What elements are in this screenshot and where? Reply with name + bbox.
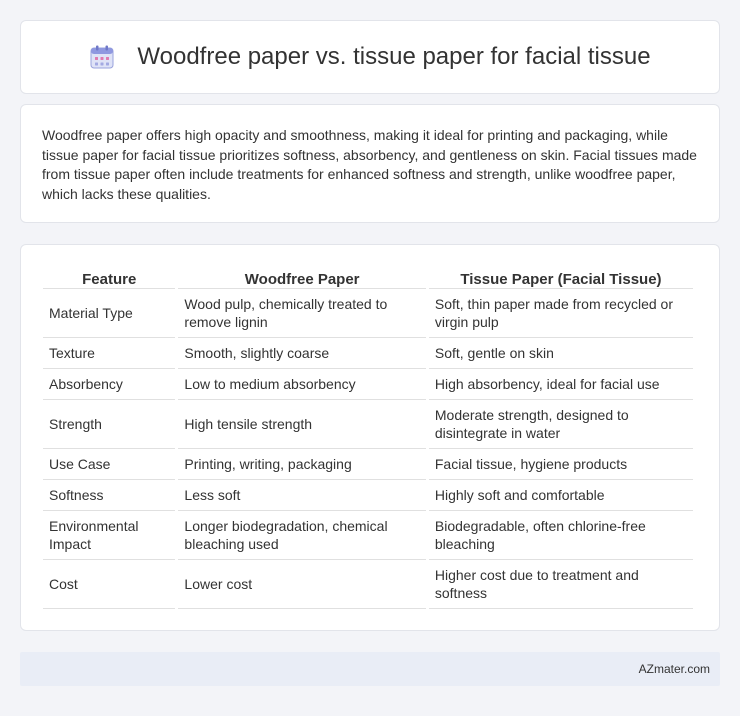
page-title: Woodfree paper vs. tissue paper for facial tissue bbox=[137, 43, 651, 70]
cell-feature: Strength bbox=[43, 400, 175, 449]
header-woodfree: Woodfree Paper bbox=[178, 267, 425, 289]
cell-feature: Absorbency bbox=[43, 369, 175, 400]
cell-tissue: Soft, thin paper made from recycled or virgin pulp bbox=[429, 289, 693, 338]
cell-woodfree: Longer biodegradation, chemical bleaching used bbox=[178, 511, 425, 560]
cell-woodfree: Lower cost bbox=[178, 560, 425, 609]
table-row bbox=[43, 369, 693, 400]
footer-brand: AZmater.com bbox=[638, 662, 710, 676]
table-row bbox=[43, 289, 693, 338]
cell-tissue: Biodegradable, often chlorine-free bleaching bbox=[429, 511, 693, 560]
summary-text: Woodfree paper offers high opacity and smoothness, making it ideal for printing and packaging, while tissue paper for facial tissue prioritizes softness, absorbency, and gentleness on skin. Facial tissues made from tissue paper often include treatments for enhanced softness and strength, unlike woodfree paper, which lacks these qualities. bbox=[42, 127, 697, 202]
cell-tissue: Highly soft and comfortable bbox=[429, 480, 693, 511]
table-row bbox=[43, 449, 693, 480]
header-feature: Feature bbox=[43, 267, 175, 289]
table-header-row bbox=[43, 267, 693, 289]
header-tissue: Tissue Paper (Facial Tissue) bbox=[429, 267, 693, 289]
cell-feature: Softness bbox=[43, 480, 175, 511]
table-row bbox=[43, 400, 693, 449]
table-row bbox=[43, 560, 693, 609]
calendar-icon bbox=[89, 44, 115, 70]
cell-tissue: Moderate strength, designed to disintegrate in water bbox=[429, 400, 693, 449]
table-row bbox=[43, 480, 693, 511]
cell-tissue: High absorbency, ideal for facial use bbox=[429, 369, 693, 400]
cell-woodfree: Low to medium absorbency bbox=[178, 369, 425, 400]
cell-feature: Cost bbox=[43, 560, 175, 609]
footer bbox=[20, 652, 720, 686]
cell-feature: Texture bbox=[43, 338, 175, 369]
cell-woodfree: Less soft bbox=[178, 480, 425, 511]
summary-card bbox=[20, 104, 720, 223]
title-card bbox=[20, 20, 720, 94]
cell-feature: Environmental Impact bbox=[43, 511, 175, 560]
cell-tissue: Higher cost due to treatment and softness bbox=[429, 560, 693, 609]
comparison-table bbox=[40, 267, 696, 609]
cell-woodfree: Wood pulp, chemically treated to remove lignin bbox=[178, 289, 425, 338]
table-row bbox=[43, 511, 693, 560]
table-row bbox=[43, 338, 693, 369]
cell-feature: Material Type bbox=[43, 289, 175, 338]
cell-tissue: Soft, gentle on skin bbox=[429, 338, 693, 369]
comparison-card bbox=[20, 244, 720, 631]
cell-woodfree: High tensile strength bbox=[178, 400, 425, 449]
cell-tissue: Facial tissue, hygiene products bbox=[429, 449, 693, 480]
cell-feature: Use Case bbox=[43, 449, 175, 480]
cell-woodfree: Printing, writing, packaging bbox=[178, 449, 425, 480]
cell-woodfree: Smooth, slightly coarse bbox=[178, 338, 425, 369]
